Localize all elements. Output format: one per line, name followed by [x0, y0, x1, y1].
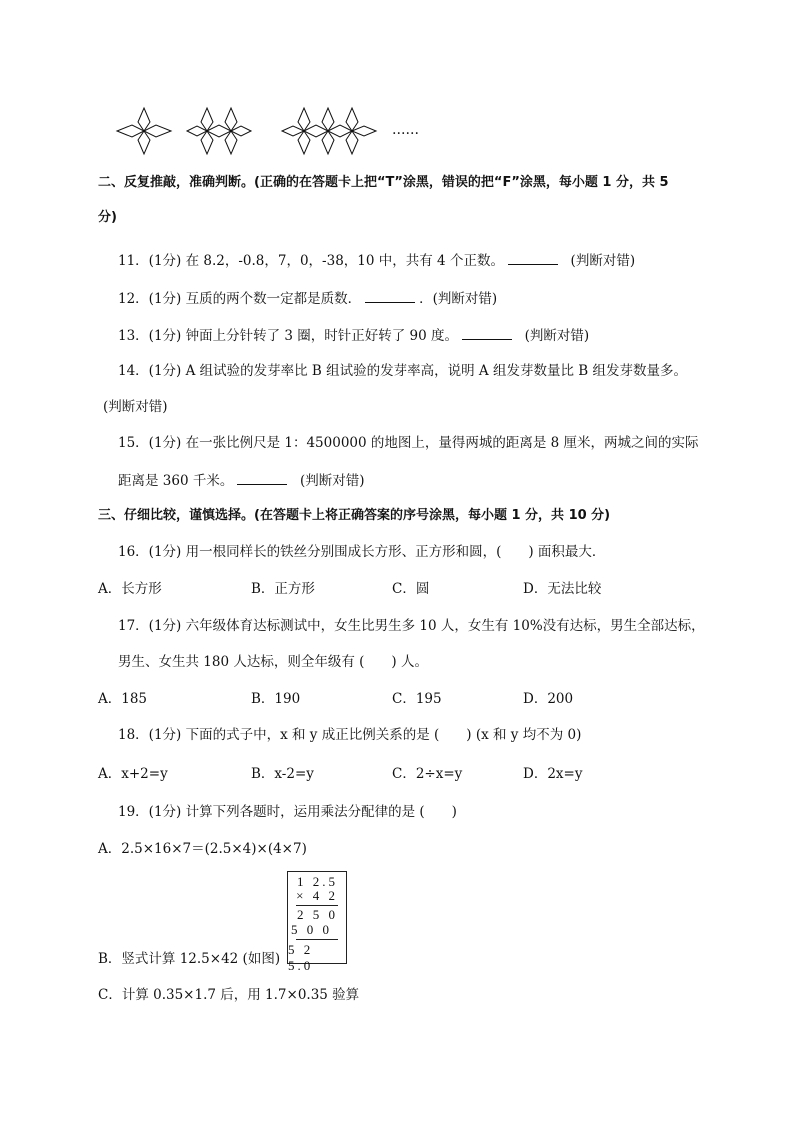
q17-option-d[interactable]: D．200 [523, 691, 574, 707]
question-15: 15．(1分) 在一张比例尺是 1：4500000 的地图上，量得两城的距离是 8 厘米，两城之间的实际 [118, 435, 699, 451]
diamond-pattern-3 [282, 108, 376, 154]
question-16: 16．(1分) 用一根同样长的铁丝分别围成长方形、正方形和圆，( ) 面积最大． [118, 544, 606, 560]
pattern-ellipsis: …… [392, 122, 419, 138]
calc-row-1: 1 2.5 [297, 874, 338, 889]
answer-blank[interactable] [365, 289, 415, 303]
calc-line [296, 905, 338, 906]
question-19: 19．(1分) 计算下列各题时，运用乘法分配律的是 ( ) [118, 804, 457, 820]
answer-blank[interactable] [237, 471, 287, 485]
section2-heading-cont: 分) [98, 210, 117, 225]
q16-option-c[interactable]: C．圆 [392, 581, 430, 597]
section2-heading: 二、反复推敲，准确判断。(正确的在答题卡上把“T”涂黑，错误的把“F”涂黑，每小题 1 分，共 5 [98, 175, 669, 190]
q19-option-b[interactable]: B．竖式计算 12.5×42 (如图) [98, 951, 281, 967]
question-14: 14．(1分) A 组试验的发芽率比 B 组试验的发芽率高，说明 A 组发芽数量比 B 组发芽数量多。 [118, 363, 687, 379]
diamond-pattern-1 [117, 108, 171, 154]
calc-line [296, 939, 338, 940]
q16-option-b[interactable]: B．正方形 [251, 581, 315, 597]
q16-option-a[interactable]: A．长方形 [98, 581, 162, 597]
q17-option-b[interactable]: B．190 [251, 691, 301, 707]
section3-heading: 三、仔细比较，谨慎选择。(在答题卡上将正确答案的序号涂黑，每小题 1 分，共 10 分) [98, 508, 611, 523]
answer-blank[interactable] [508, 251, 558, 265]
calc-row-5: 5 2 5.0 [288, 942, 314, 973]
calc-row-4: 5 0 0 [291, 922, 332, 937]
question-15-cont: 距离是 360 千米。 (判断对错) [118, 473, 365, 489]
q17-option-a[interactable]: A．185 [98, 691, 148, 707]
q19-option-c[interactable]: C．计算 0.35×1.7 后，用 1.7×0.35 验算 [98, 987, 360, 1003]
vertical-calculation-figure [287, 871, 347, 973]
question-17: 17．(1分) 六年级体育达标测试中，女生比男生多 10 人，女生有 10%没有达标，男生全部达标， [118, 618, 705, 634]
q17-option-c[interactable]: C．195 [392, 691, 442, 707]
answer-blank[interactable] [462, 326, 512, 340]
diamond-pattern-2 [187, 108, 251, 154]
calc-row-2: × 4 2 [296, 888, 338, 903]
q18-option-a[interactable]: A．x+2=y [98, 766, 168, 782]
question-12: 12．(1分) 互质的两个数一定都是质数． ．(判断对错) [118, 291, 498, 307]
diamond-pattern-figure [112, 104, 392, 160]
q18-option-d[interactable]: D．2x=y [523, 766, 583, 782]
question-11: 11．(1分) 在 8.2，-0.8，7，0，-38，10 中，共有 4 个正数。 (判断对错) [118, 253, 636, 269]
question-17-cont: 男生、女生共 180 人达标，则全年级有 ( ) 人。 [118, 654, 428, 670]
question-14-suffix: (判断对错) [103, 399, 168, 415]
q18-option-b[interactable]: B．x-2=y [251, 766, 314, 782]
q16-option-d[interactable]: D．无法比较 [523, 581, 602, 597]
question-18: 18．(1分) 下面的式子中，x 和 y 成正比例关系的是 ( ) (x 和 y 均不为 0) [118, 727, 582, 743]
q18-option-c[interactable]: C．2÷x=y [392, 766, 463, 782]
question-13: 13．(1分) 钟面上分针转了 3 圈，时针正好转了 90 度。 (判断对错) [118, 328, 590, 344]
calc-row-3: 2 5 0 [297, 907, 338, 922]
q19-option-a[interactable]: A．2.5×16×7＝(2.5×4)×(4×7) [98, 841, 307, 857]
